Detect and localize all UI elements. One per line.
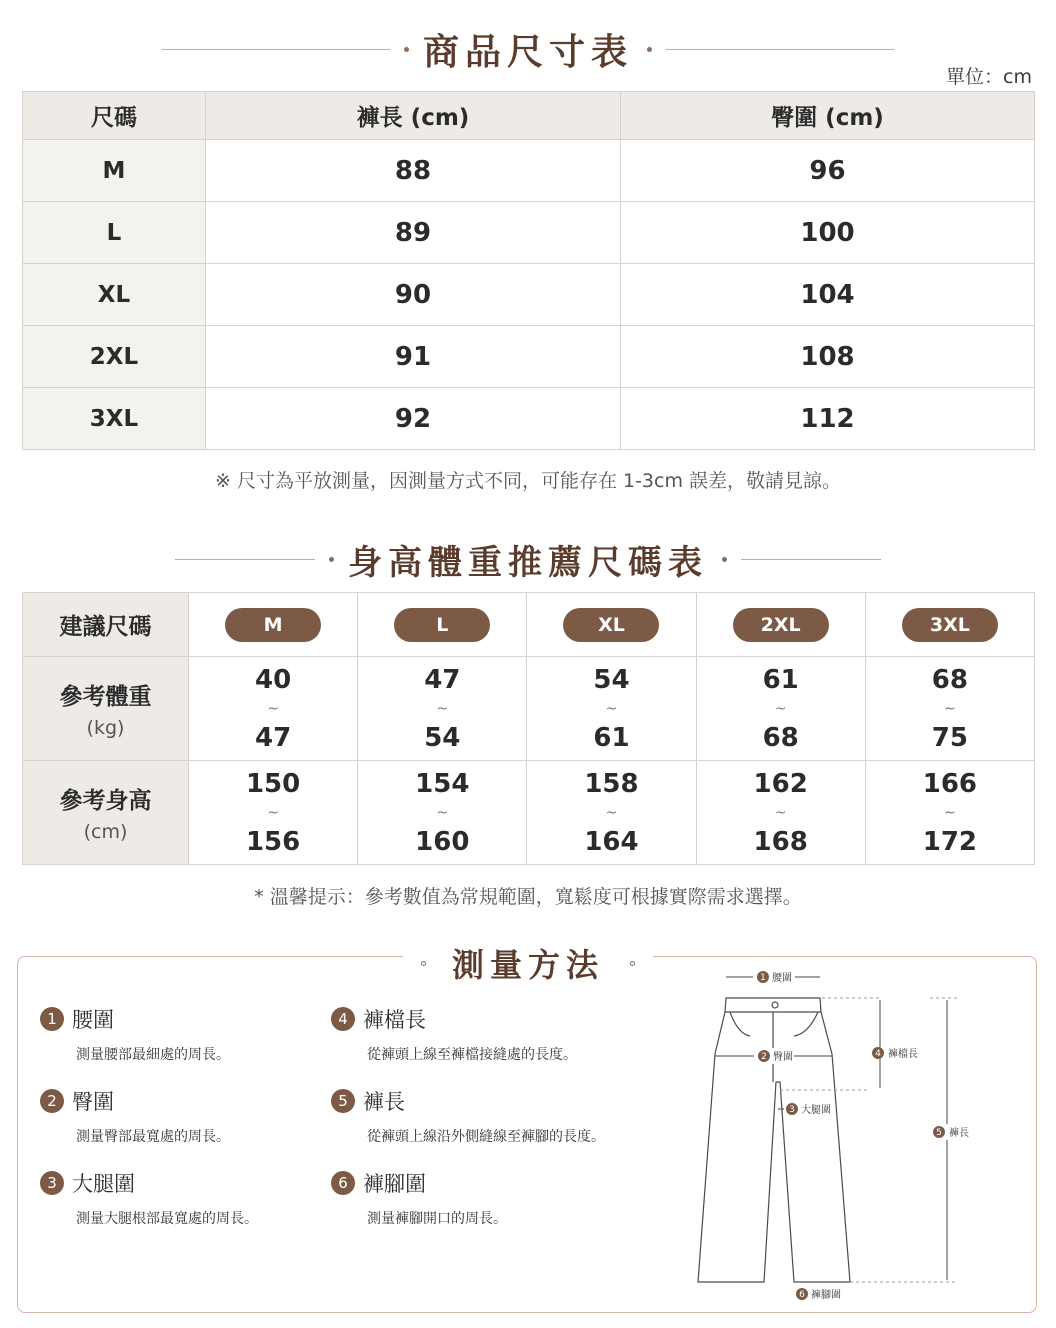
cell-hip: 108 (621, 326, 1035, 388)
title-divider-left (175, 559, 315, 560)
measure-item-title: 褲長 (363, 1090, 405, 1114)
header-size: 尺碼 (23, 92, 206, 140)
recommend-title: 身高體重推薦尺碼表 (348, 543, 708, 583)
size-pill: 3XL (902, 608, 998, 642)
size-pill: 2XL (733, 608, 829, 642)
cell-length: 92 (206, 388, 621, 450)
diagram-label-length: 褲長 (949, 1128, 969, 1139)
tilde: ~ (436, 804, 449, 821)
diagram-label-rise: 褲檔長 (888, 1049, 918, 1060)
size-cell (358, 593, 527, 657)
size-chart-note: ※ 尺寸為平放測量，因測量方式不同，可能存在 1-3cm 誤差，敬請見諒。 (214, 470, 842, 492)
tilde: ~ (605, 700, 618, 717)
weight-cell (189, 657, 358, 761)
unit-label: 單位：cm (946, 66, 1032, 88)
title-dot (722, 557, 727, 562)
height-unit: (cm) (83, 821, 128, 843)
measure-item-length (331, 1086, 605, 1146)
weight-max: 47 (255, 722, 292, 753)
title-dot (647, 47, 652, 52)
title-dot (329, 557, 334, 562)
size-chart-title: 商品尺寸表 (422, 31, 633, 73)
height-row (23, 761, 1035, 865)
number-badge: 6 (331, 1171, 355, 1195)
diagram-label-hip: 臀圍 (773, 1052, 793, 1063)
size-chart-table (22, 91, 1035, 450)
size-pill: XL (563, 608, 659, 642)
cell-length: 88 (206, 140, 621, 202)
weight-cell (865, 657, 1034, 761)
tilde: ~ (267, 804, 279, 821)
title-dot (421, 961, 426, 966)
weight-min: 40 (255, 664, 292, 695)
height-label: 參考身高 (59, 788, 152, 814)
tilde: ~ (774, 804, 787, 821)
measure-item-hem (331, 1168, 507, 1228)
cell-size: XL (23, 264, 206, 326)
size-label: 建議尺碼 (59, 614, 152, 640)
pocket-right (794, 1012, 818, 1036)
size-cell (189, 593, 358, 657)
badge-4-num: 4 (875, 1049, 881, 1059)
diagram-label-hem: 褲腳圍 (811, 1290, 841, 1301)
cell-size: M (23, 140, 206, 202)
pants-diagram (690, 964, 990, 1304)
cell-size: 2XL (23, 326, 206, 388)
pocket-left (730, 1012, 750, 1036)
cell-size: L (23, 202, 206, 264)
weight-label: 參考體重 (59, 684, 152, 710)
size-row (23, 593, 1035, 657)
badge-6-num: 6 (799, 1290, 805, 1300)
cell-hip: 104 (621, 264, 1035, 326)
weight-cell (696, 657, 865, 761)
table-row (23, 388, 1035, 450)
weight-max: 54 (424, 722, 461, 753)
height-max: 156 (245, 826, 301, 857)
cell-hip: 112 (621, 388, 1035, 450)
measure-item-hip (40, 1086, 230, 1146)
cell-hip: 96 (621, 140, 1035, 202)
size-row-head (23, 593, 189, 657)
title-divider-left (162, 49, 390, 50)
recommend-title-row (0, 535, 1056, 584)
measure-item-title: 腰圍 (72, 1008, 114, 1032)
waistband-shape (725, 998, 821, 1012)
height-max: 172 (922, 826, 978, 857)
measure-item-desc: 從褲頭上線沿外側縫線至褲腳的長度。 (367, 1129, 605, 1145)
recommend-note: * 溫馨提示：參考數值為常規範圍，寬鬆度可根據實際需求選擇。 (254, 886, 802, 908)
height-min: 162 (753, 768, 808, 799)
height-cell (189, 761, 358, 865)
number-badge: 3 (40, 1171, 64, 1195)
weight-min: 47 (424, 664, 461, 695)
title-divider-right (666, 49, 894, 50)
height-row-head (23, 761, 189, 865)
weight-cell (527, 657, 696, 761)
diagram-badges (753, 969, 980, 1302)
title-dot (404, 47, 409, 52)
size-cell (527, 593, 696, 657)
table-row (23, 140, 1035, 202)
height-cell (865, 761, 1034, 865)
weight-row-head (23, 657, 189, 761)
diagram-label-waist: 腰圍 (772, 973, 792, 984)
number-badge: 2 (40, 1089, 64, 1113)
measure-item-title: 褲腳圍 (363, 1172, 426, 1196)
height-cell (696, 761, 865, 865)
header-hip: 臀圍 (cm) (621, 92, 1035, 140)
title-divider-right (741, 559, 881, 560)
weight-min: 68 (931, 664, 968, 695)
weight-min: 54 (593, 664, 630, 695)
weight-row (23, 657, 1035, 761)
weight-unit: (kg) (86, 717, 125, 739)
size-pill: M (225, 608, 321, 642)
tilde: ~ (774, 700, 787, 717)
height-cell (358, 761, 527, 865)
measure-item-title: 大腿圍 (72, 1172, 135, 1196)
height-max: 164 (584, 826, 639, 857)
badge-3-num: 3 (789, 1105, 795, 1115)
size-chart-title-row (0, 24, 1056, 75)
measure-item-desc: 測量大腿根部最寬處的周長。 (76, 1211, 258, 1227)
measure-item-title: 褲檔長 (363, 1008, 426, 1032)
number-badge: 1 (40, 1007, 64, 1031)
tilde: ~ (944, 700, 956, 717)
measure-item-rise (331, 1004, 577, 1064)
measure-item-waist (40, 1004, 230, 1064)
size-cell (696, 593, 865, 657)
cell-length: 89 (206, 202, 621, 264)
height-min: 150 (245, 768, 301, 799)
weight-cell (358, 657, 527, 761)
badge-1-num: 1 (760, 973, 766, 983)
height-min: 158 (584, 768, 639, 799)
weight-max: 68 (762, 722, 799, 753)
weight-min: 61 (762, 664, 799, 695)
measure-item-title: 臀圍 (72, 1090, 114, 1114)
weight-max: 75 (931, 722, 968, 753)
badge-5-num: 5 (936, 1128, 942, 1138)
cell-size: 3XL (23, 388, 206, 450)
tilde: ~ (605, 804, 618, 821)
tilde: ~ (436, 700, 449, 717)
measure-item-thigh (40, 1168, 258, 1228)
measure-item-desc: 測量臀部最寬處的周長。 (76, 1129, 230, 1145)
measure-item-desc: 測量褲腳開口的周長。 (367, 1211, 507, 1227)
number-badge: 5 (331, 1089, 355, 1113)
number-badge: 4 (331, 1007, 355, 1031)
measure-item-desc: 從褲頭上線至褲檔接縫處的長度。 (367, 1047, 577, 1063)
table-row (23, 264, 1035, 326)
height-max: 160 (415, 826, 470, 857)
table-header-row (23, 92, 1035, 140)
size-pill: L (394, 608, 490, 642)
diagram-label-thigh: 大腿圍 (801, 1105, 831, 1116)
button-shape (772, 1002, 778, 1008)
measure-item-desc: 測量腰部最細處的周長。 (76, 1047, 230, 1063)
recommend-table (22, 592, 1035, 865)
title-dot (630, 961, 635, 966)
table-row (23, 326, 1035, 388)
height-min: 166 (922, 768, 978, 799)
tilde: ~ (267, 700, 279, 717)
tilde: ~ (944, 804, 956, 821)
cell-length: 91 (206, 326, 621, 388)
table-row (23, 202, 1035, 264)
cell-hip: 100 (621, 202, 1035, 264)
height-max: 168 (753, 826, 808, 857)
cell-length: 90 (206, 264, 621, 326)
height-min: 154 (415, 768, 470, 799)
weight-max: 61 (593, 722, 630, 753)
size-cell (865, 593, 1034, 657)
measure-title: 測量方法 (451, 946, 604, 984)
badge-2-num: 2 (761, 1052, 767, 1062)
height-cell (527, 761, 696, 865)
header-length: 褲長 (cm) (206, 92, 621, 140)
measure-title-wrap (403, 940, 653, 986)
